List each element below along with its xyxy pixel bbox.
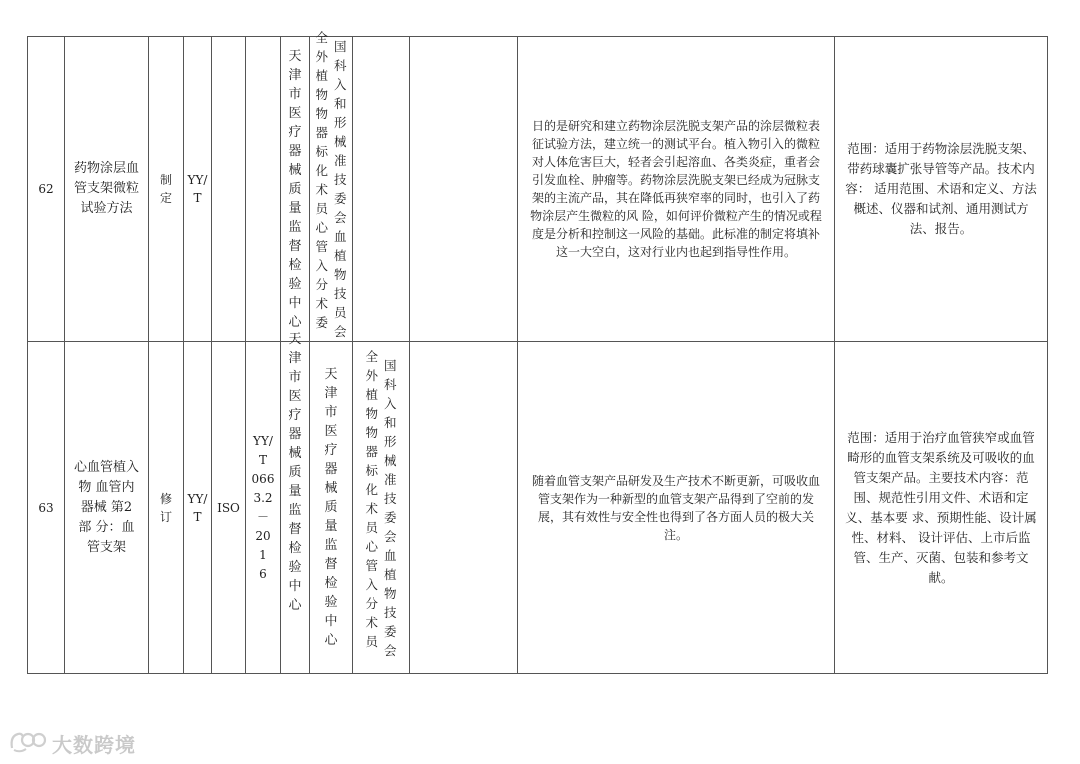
adopted-standard [212, 37, 246, 342]
scope-text: 范围：适用于治疗血管狭窄或血管畸形的血管支架系统及可吸收的血管支架产品。主要技术内容：范围、规范性引用文件、术语和定义、基本要 求、预期性能、设计属性、材料、 设计评估、上市后监管、生产、灭菌、包装和参考文献。 [835, 342, 1048, 674]
drafting-unit-left-text: 天 津 市 医 疗 器 械 质 量 监 督 检 验 中 心 [288, 332, 302, 613]
standards-table [27, 30, 1048, 674]
technical-committee [353, 342, 410, 674]
blank-cell [410, 342, 518, 674]
blank-cell [353, 37, 410, 342]
standard-name: 药物涂层血管支架微粒试验方法 [65, 37, 149, 342]
watermark-text: 大数跨境 [52, 732, 136, 757]
row-number: 63 [28, 342, 65, 674]
technical-committee [310, 30, 353, 342]
drafting-unit-text: 天 津 市 医 疗 器 械 质 量 监 督 检 验 中 心 [288, 48, 302, 330]
standard-level: YY/T [184, 342, 212, 674]
purpose-text: 日的是研究和建立药物涂层洗脱支架产品的涂层微粒表征试验方法，建立统一的测试平台。植入物引入的微粒对人体危害巨大，轻者会引起溶血、各类炎症，重者会引发血栓、肿瘤等。药物涂层洗脱支架已经成为冠脉支架的主流产品，其在降低再狭窄率的同时，也引入了药物涂层产生微粒的风 险，如何评价微粒产生的情况或程度是分析和控制这一风险的基础。此标准的制定将填补这一大空白，这对行业内也起到指导性作用。 [518, 37, 835, 342]
committee-col-2: 国 科 入 和 形 械 准 技 委 会 血 植 物 技 员 会 [334, 39, 347, 339]
replaced-standard [246, 37, 281, 342]
row-number: 62 [28, 37, 65, 342]
committee-col-1: 全 外 植 物 物 器 标 化 术 员 心 管 入 分 术 委 [315, 30, 328, 330]
watermark [8, 728, 136, 758]
blank-cell [410, 37, 518, 342]
brand-logo-icon [8, 728, 48, 759]
standard-level: YY/T [184, 37, 212, 342]
project-type: 修订 [149, 342, 184, 674]
drafting-unit [310, 342, 353, 674]
drafting-unit [281, 37, 310, 342]
replaced-standard [246, 342, 281, 674]
table-row [28, 342, 1048, 674]
purpose-text: 随着血管支架产品研发及生产技术不断更新，可吸收血管支架作为一种新型的血管支架产品得到了空前的发展，其有效性与安全性也得到了各方面人员的极大关注。 [518, 342, 835, 674]
drafting-unit-left [281, 332, 310, 674]
table-row [28, 37, 1048, 342]
committee-col-1: 全 外 植 物 物 器 标 化 术 员 心 管 入 分 术 员 [365, 348, 378, 649]
replaced-standard-text: YY/ T 066 3.2 － 20 1 6 [251, 433, 275, 581]
scope-text: 范围：适用于药物涂层洗脱支架、带药球囊扩张导管等产品。技术内容： 适用范围、术语和定义、方法概述、仪器和试剂、通用测试方法、报告。 [835, 37, 1048, 342]
committee-col-2: 国 科 入 和 形 械 准 技 委 会 血 植 物 技 委 会 [384, 357, 397, 658]
adopted-standard: ISO [212, 342, 246, 674]
project-type: 制定 [149, 37, 184, 342]
standard-name: 心血管植入物 血管内器械 第2 部 分：血管支架 [65, 342, 149, 674]
drafting-unit-text: 天 津 市 医 疗 器 械 质 量 监 督 检 验 中 心 [324, 367, 338, 648]
